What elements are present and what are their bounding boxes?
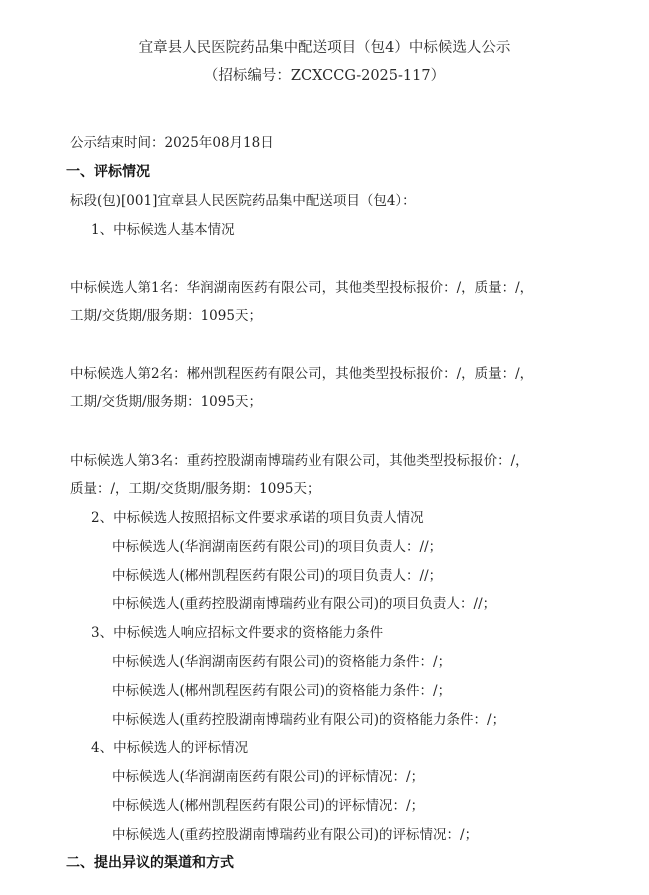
evaluation-status-item: 中标候选人(重药控股湖南博瑞药业有限公司)的评标情况：/； [112,827,479,843]
notice-title: 宜章县人民医院药品集中配送项目（包4）中标候选人公示 [138,40,511,56]
candidate-2-line-1: 中标候选人第2名：郴州凯程医药有限公司，其他类型投标报价：/，质量：/， [70,366,534,382]
project-leader-item: 中标候选人(郴州凯程医药有限公司)的项目负责人：//； [112,568,443,584]
subsection-heading-qualification: 3、中标候选人响应招标文件要求的资格能力条件 [91,625,384,641]
section-heading-evaluation: 一、评标情况 [66,164,150,180]
candidate-3-line-2: 质量：/，工期/交货期/服务期：1095天； [70,481,321,497]
publicity-end-time: 公示结束时间：2025年08月18日 [70,135,274,151]
project-leader-item: 中标候选人(华润湖南医药有限公司)的项目负责人：//； [112,539,443,555]
project-leader-item: 中标候选人(重药控股湖南博瑞药业有限公司)的项目负责人：//； [112,596,497,612]
section-heading-objection: 二、提出异议的渠道和方式 [66,855,234,871]
subsection-heading-basic-info: 1、中标候选人基本情况 [91,222,235,238]
candidate-3-line-1: 中标候选人第3名：重药控股湖南博瑞药业有限公司，其他类型投标报价：/， [70,453,529,469]
candidate-1-line-1: 中标候选人第1名：华润湖南医药有限公司，其他类型投标报价：/，质量：/， [70,280,534,296]
evaluation-status-item: 中标候选人(郴州凯程医药有限公司)的评标情况：/； [112,798,425,814]
subsection-heading-project-leader: 2、中标候选人按照招标文件要求承诺的项目负责人情况 [91,510,424,526]
package-label: 标段(包)[001]宜章县人民医院药品集中配送项目（包4）： [70,193,416,209]
qualification-item: 中标候选人(郴州凯程医药有限公司)的资格能力条件：/； [112,683,452,699]
tender-number: （招标编号：ZCXCCG-2025-117） [203,68,446,84]
subsection-heading-evaluation-status: 4、中标候选人的评标情况 [91,740,249,756]
candidate-1-line-2: 工期/交货期/服务期：1095天； [70,308,262,324]
candidate-2-line-2: 工期/交货期/服务期：1095天； [70,394,262,410]
qualification-item: 中标候选人(华润湖南医药有限公司)的资格能力条件：/； [112,654,452,670]
evaluation-status-item: 中标候选人(华润湖南医药有限公司)的评标情况：/； [112,769,425,785]
qualification-item: 中标候选人(重药控股湖南博瑞药业有限公司)的资格能力条件：/； [112,712,506,728]
